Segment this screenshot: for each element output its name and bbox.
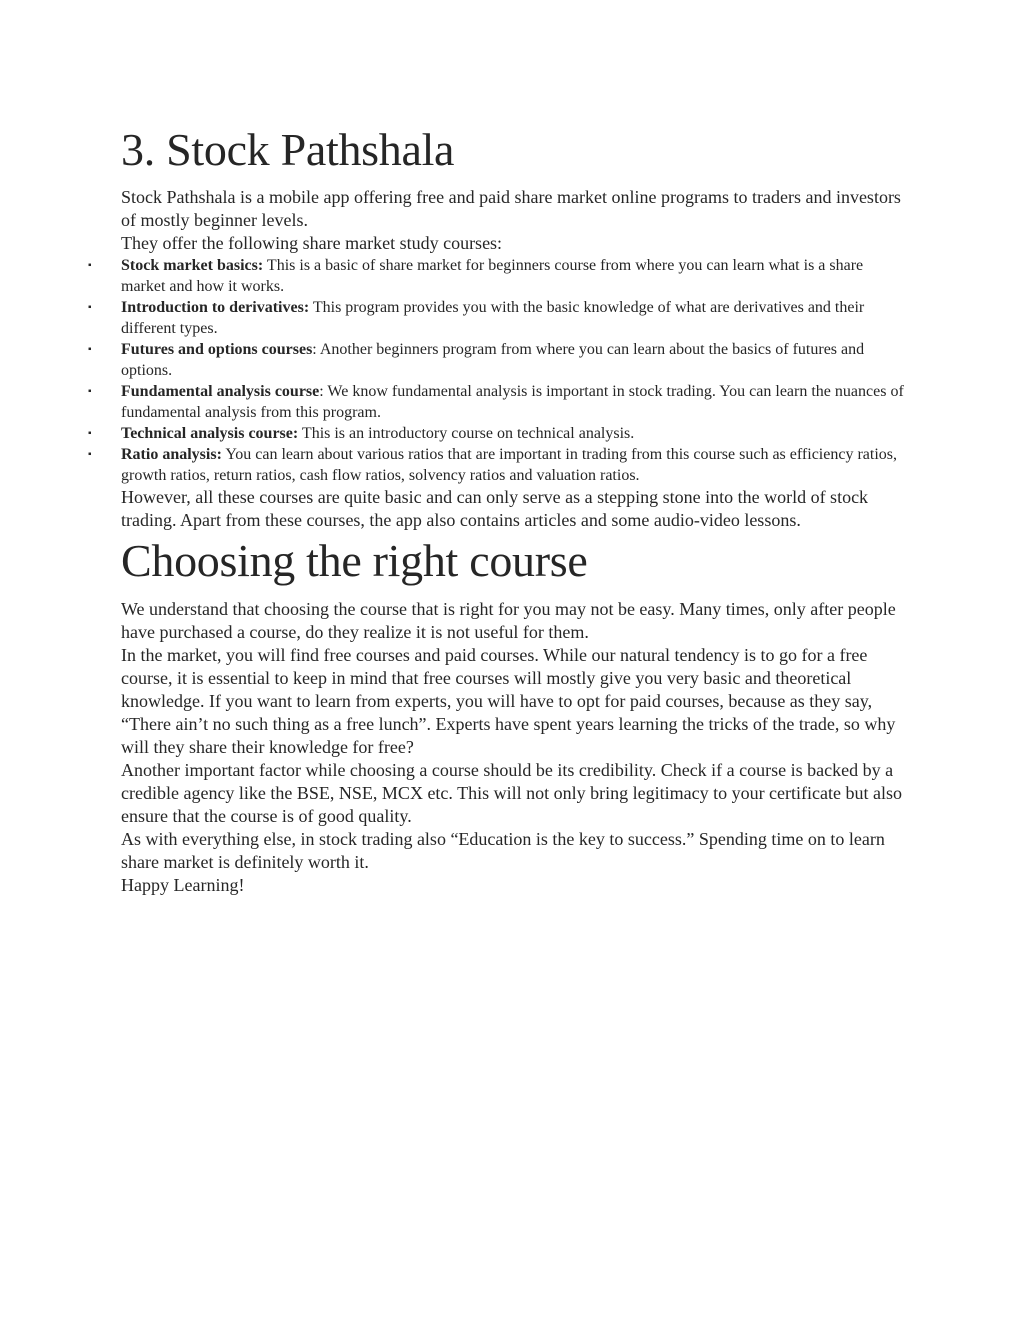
course-description: This is an introductory course on technical analysis. [298,425,635,442]
course-title: Introduction to derivatives: [121,299,310,316]
course-description: This is a basic of share market for beginners course from where you can learn what is a share market and how it works. [121,257,864,295]
section-heading-choosing-course: Choosing the right course [121,535,588,586]
section-heading-stock-pathshala: 3. Stock Pathshala [121,124,455,175]
document-page [88,124,911,897]
bullet-icon: ▪ [88,449,92,460]
sign-off: Happy Learning! [121,875,245,895]
course-description: : Another beginners program from where you can learn about the basics of futures and options. [121,341,865,379]
intro-paragraph: Stock Pathshala is a mobile app offering free and paid share market online programs to traders and investors of mostly beginner levels. [121,187,901,230]
bullet-icon: ▪ [88,260,92,271]
closing-paragraph: However, all these courses are quite basic and can only serve as a stepping stone into the world of stock trading. Apart from these courses, the app also contains articles and some audio-video lessons. [121,487,869,530]
course-title: Fundamental analysis course [121,383,320,400]
bullet-icon: ▪ [88,344,92,355]
bullet-icon: ▪ [88,386,92,397]
list-item [88,297,911,339]
course-description: : We know fundamental analysis is important in stock trading. You can learn the nuances of fundamental analysis from this program. [121,383,904,421]
body-paragraph: In the market, you will find free courses and paid courses. While our natural tendency is to go for a free course, it is essential to keep in mind that free courses will mostly give you very basic and theoretical knowledge. If you want to learn from experts, you will have to opt for paid courses, because as they say, “There ain’t no such thing as a free lunch”. Experts have spent years learning the tricks of the trade, so why will they share their knowledge for free? [121,645,896,757]
list-item [88,444,911,486]
course-title: Technical analysis course: [121,425,299,442]
body-paragraph: We understand that choosing the course that is right for you may not be easy. Many times, only after people have purchased a course, do they realize it is not useful for them. [121,599,896,642]
course-list [88,255,911,486]
course-description: This program provides you with the basic knowledge of what are derivatives and their different types. [121,299,865,337]
list-item [88,255,911,297]
bullet-icon: ▪ [88,428,92,439]
list-item [88,339,911,381]
course-description: You can learn about various ratios that are important in trading from this course such as efficiency ratios, growth ratios, return ratios, cash flow ratios, solvency ratios and valuation ratios. [121,446,897,484]
list-item [88,423,911,444]
body-paragraph: Another important factor while choosing a course should be its credibility. Check if a course is backed by a credible agency like the BSE, NSE, MCX etc. This will not only bring legitimacy to your certificate but also ensure that the course is of good quality. [121,760,902,826]
body-paragraph: As with everything else, in stock trading also “Education is the key to success.” Spending time on to learn share market is definitely worth it. [121,829,885,872]
bullet-icon: ▪ [88,302,92,313]
course-title: Futures and options courses [121,341,313,358]
course-title: Stock market basics: [121,257,264,274]
list-item [88,381,911,423]
intro-courses-lead: They offer the following share market study courses: [121,233,503,253]
course-title: Ratio analysis: [121,446,222,463]
